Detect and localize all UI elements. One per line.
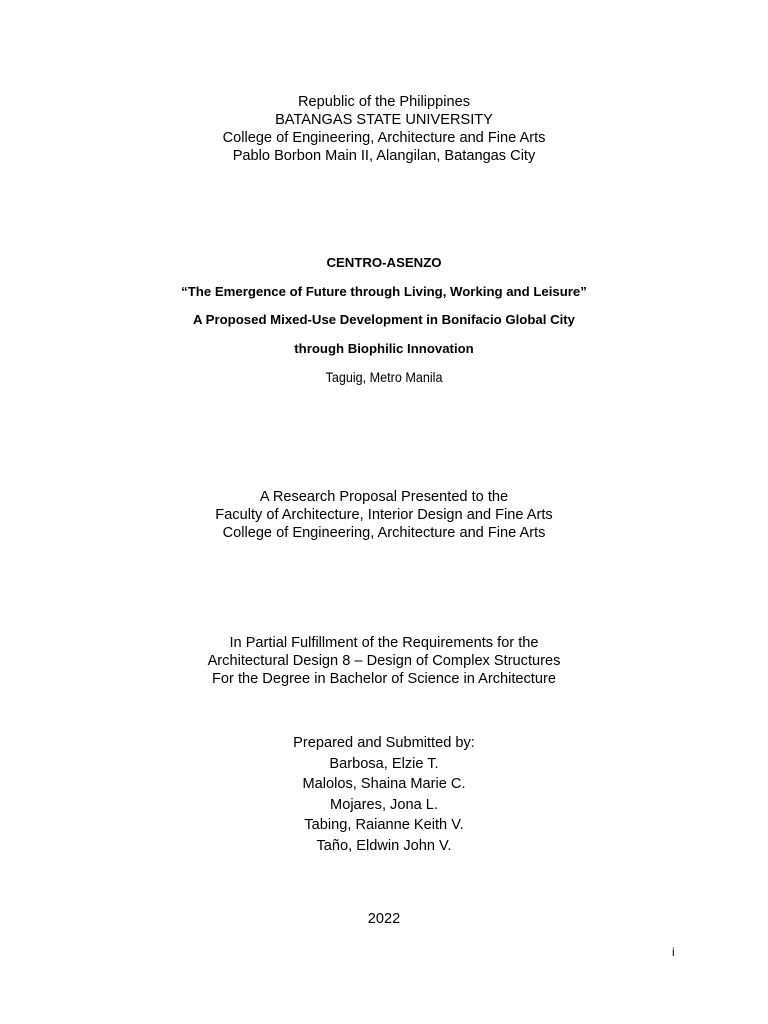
submission-year: 2022 bbox=[367, 911, 401, 927]
presentation-line-3: College of Engineering, Architecture and Fine Arts bbox=[222, 525, 546, 541]
header-university: BATANGAS STATE UNIVERSITY bbox=[275, 112, 493, 128]
project-subtitle-line1: A Proposed Mixed-Use Development in Bonifacio Global City bbox=[192, 312, 575, 327]
presentation-line-1: A Research Proposal Presented to the bbox=[259, 489, 509, 505]
author-name: Malolos, Shaina Marie C. bbox=[302, 776, 466, 792]
fulfillment-line-2: Architectural Design 8 – Design of Complex Structures bbox=[207, 653, 561, 669]
presentation-line-2: Faculty of Architecture, Interior Design and Fine Arts bbox=[215, 507, 553, 523]
project-name: CENTRO-ASENZO bbox=[326, 255, 442, 270]
project-subtitle-line2: through Biophilic Innovation bbox=[294, 340, 474, 356]
author-name: Taño, Eldwin John V. bbox=[316, 837, 452, 854]
project-tagline: “The Emergence of Future through Living, Working and Leisure” bbox=[181, 283, 587, 299]
university-header bbox=[0, 93, 768, 165]
submission-heading: Prepared and Submitted by: bbox=[293, 735, 475, 751]
author-name: Mojares, Jona L. bbox=[330, 796, 438, 813]
page-number: i bbox=[672, 945, 675, 959]
fulfillment-line-3: For the Degree in Bachelor of Science in Architecture bbox=[212, 671, 556, 687]
author-name: Tabing, Raianne Keith V. bbox=[304, 817, 464, 833]
header-republic: Republic of the Philippines bbox=[298, 94, 470, 110]
presentation-statement bbox=[0, 488, 768, 542]
title-block bbox=[0, 249, 768, 392]
fulfillment-line-1: In Partial Fulfillment of the Requirements for the bbox=[229, 635, 539, 651]
project-location: Taguig, Metro Manila bbox=[325, 369, 443, 385]
header-college: College of Engineering, Architecture and Fine Arts bbox=[222, 130, 546, 146]
submission-block bbox=[0, 733, 768, 856]
header-address: Pablo Borbon Main II, Alangilan, Batangas City bbox=[232, 148, 536, 164]
author-name: Barbosa, Elzie T. bbox=[329, 755, 439, 772]
year-block bbox=[0, 910, 768, 928]
fulfillment-statement bbox=[0, 634, 768, 688]
